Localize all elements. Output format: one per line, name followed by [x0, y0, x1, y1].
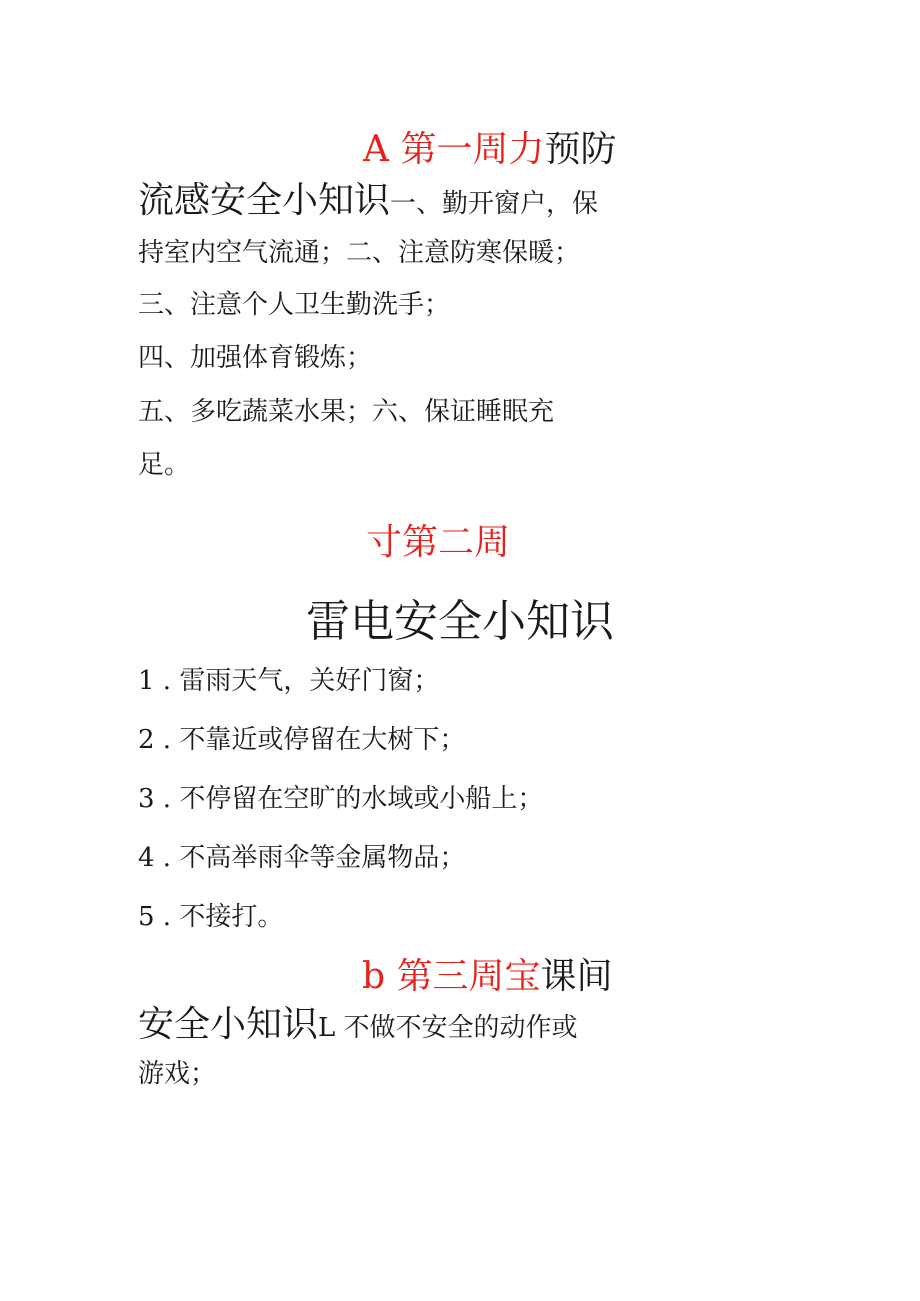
week3-heading — [362, 956, 613, 997]
week3-line-2: 游戏； — [138, 1059, 217, 1089]
week1-heading-black: 预防 — [544, 129, 617, 170]
week3-line-1: L 不做不安全的动作或 — [318, 1013, 578, 1043]
week1-heading-red: A 第一周力 — [363, 129, 545, 170]
week2-item-3: 3 . 不停留在空旷的水域或小船上； — [138, 784, 544, 814]
week1-line-2: 持室内空气流通；二、注意防寒保暖； — [138, 238, 581, 268]
week1-title-line — [138, 180, 599, 221]
week1-line-1: 一、勤开窗户，保 — [390, 189, 599, 219]
week2-heading: 寸第二周 — [366, 522, 511, 563]
week1-line-6: 足。 — [138, 450, 191, 480]
week3-title-line — [138, 1004, 578, 1045]
week1-line-3: 三、注意个人卫生勤洗手； — [138, 290, 451, 320]
week1-heading — [363, 129, 617, 170]
week2-item-1: 1 . 雷雨天气，关好门窗； — [138, 666, 440, 696]
week1-title: 流感安全小知识 — [138, 180, 391, 221]
week2-item-2: 2 . 不靠近或停留在大树下； — [138, 725, 466, 755]
week1-line-4: 四、加强体育锻炼； — [138, 343, 373, 373]
week2-item-4: 4 . 不高举雨伞等金属物品； — [138, 843, 466, 873]
week2-item-5: 5 . 不接打。 — [138, 902, 284, 932]
week2-title: 雷电安全小知识 — [306, 596, 614, 647]
week3-heading-red: b 第三周宝 — [362, 956, 541, 997]
week1-line-5: 五、多吃蔬菜水果；六、保证睡眠充 — [138, 397, 555, 427]
week3-title: 安全小知识 — [138, 1004, 319, 1045]
week3-heading-black: 课间 — [540, 956, 613, 997]
